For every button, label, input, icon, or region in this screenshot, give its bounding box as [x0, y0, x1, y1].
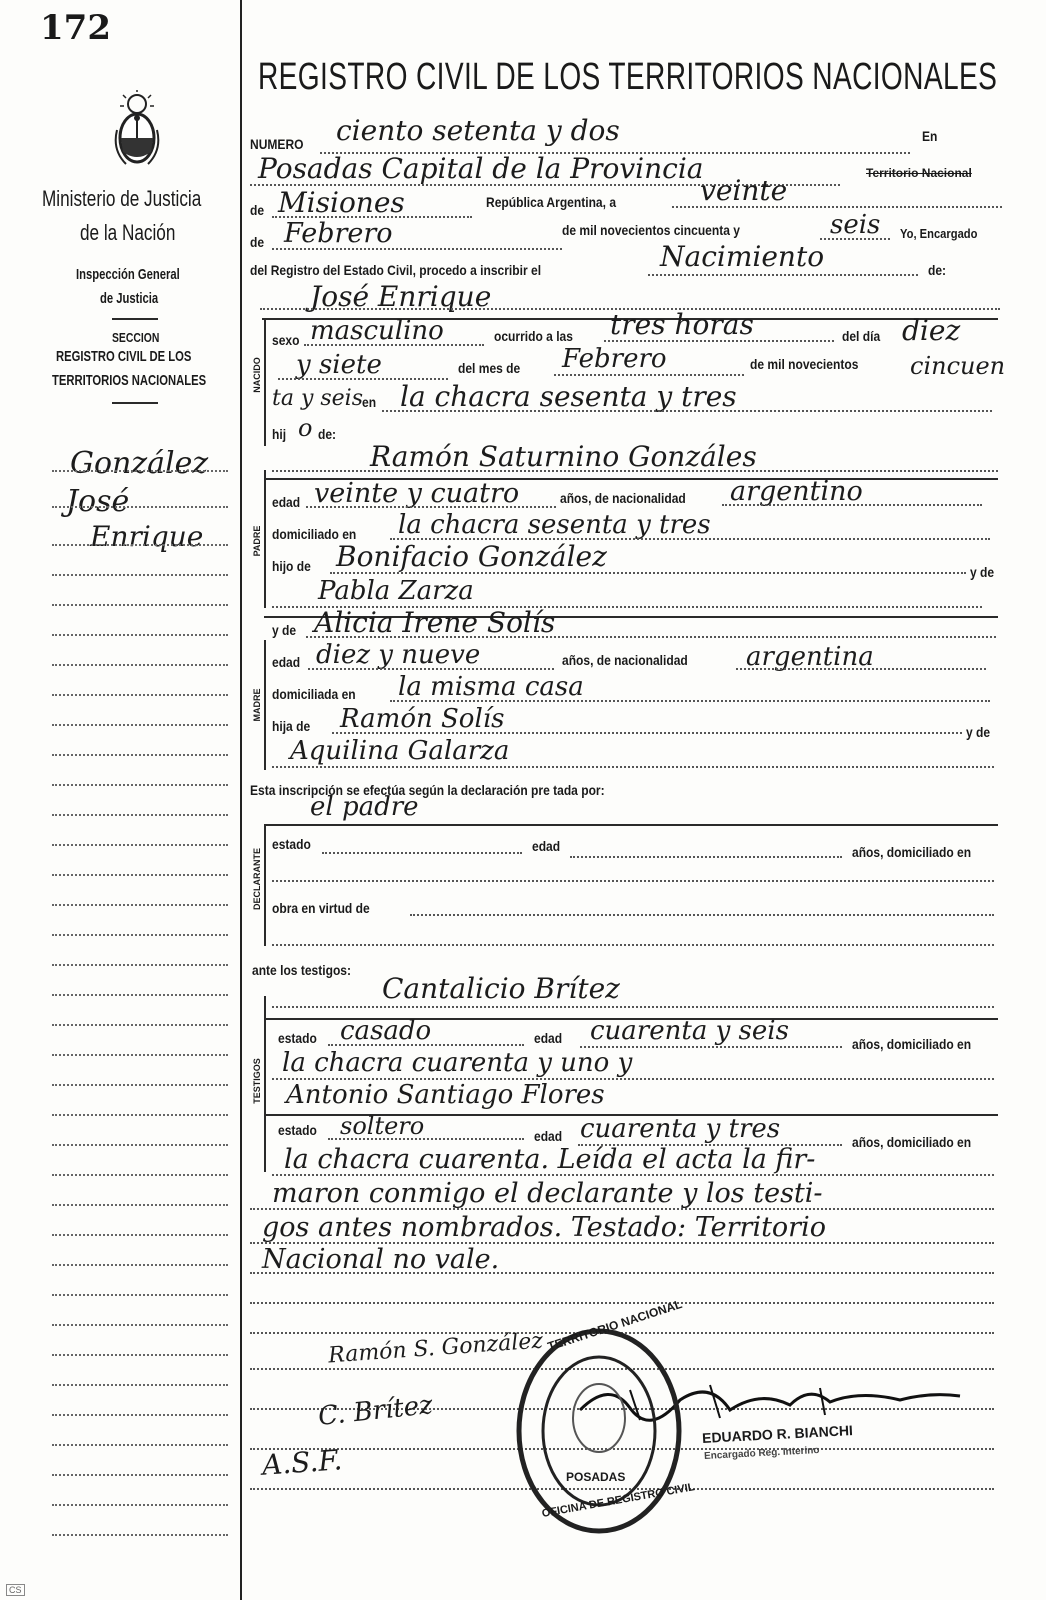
fill-line	[304, 344, 484, 346]
margin-line	[52, 1024, 228, 1026]
fill-line	[410, 914, 994, 916]
anio-value: cincuen	[910, 352, 1006, 380]
nacido-side-label: NACIDO	[252, 357, 262, 393]
hora-value: tres horas	[610, 308, 754, 341]
padre-edad-value: veinte y cuatro	[314, 478, 520, 509]
testigos-side-label: TESTIGOS	[252, 1058, 262, 1104]
fill-line	[272, 880, 994, 882]
fill-line	[722, 504, 982, 506]
en-label: En	[922, 128, 938, 144]
testigo2-name: Antonio Santiago Flores	[286, 1080, 605, 1110]
numero-label: NUMERO	[250, 136, 304, 152]
fill-line	[604, 340, 834, 342]
fill-line	[736, 668, 986, 670]
madre-mother-value: Aquilina Galarza	[290, 736, 510, 766]
section-rule	[264, 824, 998, 826]
sexo-value: masculino	[310, 316, 444, 346]
testigo1-edad-label: edad	[534, 1030, 563, 1046]
padre-dom-label: domiciliado en	[272, 526, 357, 542]
margin-line	[52, 874, 228, 876]
fill-line	[554, 374, 744, 376]
fill-line	[306, 506, 556, 508]
fill-line	[272, 944, 994, 946]
province-value: Misiones	[278, 186, 405, 219]
scanner-mark: CS	[6, 1584, 25, 1596]
divider	[112, 318, 158, 320]
padre-edad-label: edad	[272, 494, 301, 510]
padre-nac-label: años, de nacionalidad	[560, 490, 686, 506]
anio-label: de mil novecientos	[750, 356, 859, 372]
padre-hijo-label: hijo de	[272, 558, 311, 574]
fill-line	[390, 700, 990, 702]
yo-label: Yo, Encargado	[900, 226, 978, 241]
de-label: de	[250, 202, 265, 218]
anio-value-cont: ta y seis	[272, 386, 364, 411]
section-line2: REGISTRO CIVIL DE LOS	[56, 348, 192, 365]
testigo1-dom: la chacra cuarenta y uno y	[282, 1048, 633, 1078]
hij-value: o	[298, 414, 313, 442]
testigo2-estado: soltero	[340, 1112, 425, 1140]
madre-dom-label: domiciliada en	[272, 686, 356, 702]
fill-line	[820, 238, 890, 240]
madre-dom-value: la misma casa	[398, 672, 584, 702]
margin-line	[52, 844, 228, 846]
declarante-intro-value: el padre	[310, 792, 419, 822]
testigo1-estado: casado	[340, 1016, 432, 1046]
testigo2-edad: cuarenta y tres	[580, 1114, 781, 1144]
closing-line-3: Nacional no vale.	[262, 1244, 500, 1275]
declarante-obra-label: obra en virtud de	[272, 900, 370, 916]
margin-line	[52, 1084, 228, 1086]
fill-line	[648, 274, 918, 276]
margin-line	[52, 994, 228, 996]
fill-line	[322, 852, 522, 854]
testigo2-dom: la chacra cuarenta. Leída el acta la fir-	[284, 1144, 816, 1175]
padre-mother-value: Pabla Zarza	[318, 576, 474, 606]
testigo1-anios-label: años, domiciliado en	[852, 1036, 972, 1052]
page-number: 172	[40, 8, 111, 48]
section-bracket	[264, 640, 266, 770]
margin-line	[52, 506, 228, 508]
testigo2-edad-label: edad	[534, 1128, 563, 1144]
numero-value: ciento setenta y dos	[336, 114, 620, 147]
fill-line	[306, 636, 996, 638]
margin-line	[52, 1174, 228, 1176]
margin-line	[52, 470, 228, 472]
margin-line	[52, 544, 228, 546]
stamp-top-text: TERRITORIO NACIONAL	[545, 1296, 684, 1354]
margin-line	[52, 1204, 228, 1206]
declarante-estado-label: estado	[272, 836, 311, 852]
dia-value-cont: y siete	[296, 350, 382, 380]
fill-line	[672, 206, 1002, 208]
declarante-anios-label: años, domiciliado en	[852, 844, 972, 860]
document-title: REGISTRO CIVIL DE LOS TERRITORIOS NACIONALES	[258, 56, 998, 98]
margin-line	[52, 784, 228, 786]
madre-nac-label: años, de nacionalidad	[562, 652, 688, 668]
padre-side-label: PADRE	[252, 525, 262, 557]
section-bracket	[264, 470, 266, 608]
fill-line	[570, 856, 842, 858]
margin-line	[52, 604, 228, 606]
section-bracket	[264, 996, 266, 1172]
madre-edad-value: diez y nueve	[316, 640, 481, 670]
month-value: Febrero	[284, 218, 393, 249]
hij-label: hij	[272, 426, 287, 442]
margin-line	[52, 964, 228, 966]
margin-line	[52, 1144, 228, 1146]
testigo2-estado-label: estado	[278, 1122, 317, 1138]
mother-name: Alicia Irene Solís	[314, 606, 556, 639]
fill-line	[250, 1208, 994, 1210]
place-value: Posadas Capital de la Provincia	[258, 152, 704, 185]
stamp-city-text: POSADAS	[566, 1470, 626, 1484]
year-value: seis	[830, 210, 881, 240]
fill-line	[272, 248, 562, 250]
fill-line	[328, 1138, 524, 1140]
testigo1-name: Cantalicio Brítez	[382, 972, 620, 1005]
de-label3: de:	[928, 262, 947, 278]
fill-line	[328, 1044, 524, 1046]
fill-line	[272, 1006, 994, 1008]
stamp-bottom-text: OFICINA DE REGISTRO CIVIL	[540, 1481, 696, 1520]
margin-divider	[240, 0, 242, 1600]
fill-line	[272, 766, 994, 768]
margin-line	[52, 574, 228, 576]
margin-line	[52, 724, 228, 726]
signature-testigo1: C. Brítez	[316, 1390, 435, 1432]
padre-hijo-value: Bonifacio González	[336, 540, 607, 573]
margin-line	[52, 1474, 228, 1476]
coat-of-arms-icon	[112, 90, 162, 172]
section-bracket	[264, 320, 266, 446]
madre-hija-label: hija de	[272, 718, 311, 734]
margin-line	[52, 1114, 228, 1116]
padre-dom-value: la chacra sesenta y tres	[398, 510, 711, 540]
republica-label: República Argentina, a	[486, 194, 617, 210]
en-label-nacido: en	[362, 394, 377, 410]
mes-value: Febrero	[562, 344, 667, 374]
margin-name-second: Enrique	[90, 520, 204, 553]
margin-line	[52, 934, 228, 936]
registrar-name: EDUARDO R. BIANCHI	[701, 1422, 854, 1446]
fill-line	[272, 470, 998, 472]
declarante-side-label: DECLARANTE	[252, 848, 262, 910]
fill-line	[250, 1302, 994, 1304]
day-value: veinte	[700, 174, 788, 207]
ministry-line2: de la Nación	[80, 220, 176, 245]
registrar-title: Encargado Reg. Interino	[703, 1444, 820, 1463]
margin-name-surname: González	[70, 446, 209, 481]
margin-line	[52, 1414, 228, 1416]
madre-y-de-label2: y de	[966, 724, 991, 740]
testigo1-edad: cuarenta y seis	[590, 1016, 789, 1046]
madre-hija-value: Ramón Solís	[340, 704, 505, 734]
madre-y-de-label: y de	[272, 622, 297, 638]
father-name: Ramón Saturnino Gonzáles	[370, 440, 757, 473]
section-line1: SECCION	[112, 330, 160, 345]
birth-place: la chacra sesenta y tres	[400, 380, 737, 413]
declarante-intro-label: Esta inscripción se efectúa según la declaración pre tada por:	[250, 782, 605, 798]
margin-line	[52, 1294, 228, 1296]
madre-nac-value: argentina	[746, 642, 874, 672]
testigos-ante-label: ante los testigos:	[252, 962, 352, 978]
registro-label: del Registro del Estado Civil, procedo a inscribir el	[250, 262, 542, 278]
margin-line	[52, 1504, 228, 1506]
margin-line	[52, 1264, 228, 1266]
act-value: Nacimiento	[660, 240, 825, 273]
margin-line	[52, 694, 228, 696]
fill-line	[272, 1174, 994, 1176]
fill-line	[250, 1272, 994, 1274]
margin-line	[52, 1234, 228, 1236]
margin-line	[52, 634, 228, 636]
inspection-line1: Inspección General	[76, 266, 180, 283]
de-label2: de	[250, 234, 265, 250]
child-name: José Enrique	[310, 280, 492, 313]
closing-line-2: gos antes nombrados. Testado: Territorio	[262, 1212, 826, 1243]
mes-label: del mes de	[458, 360, 521, 376]
fill-line	[332, 732, 962, 734]
divider	[112, 402, 158, 404]
signature-testigo2: A.S.F.	[260, 1443, 344, 1482]
margin-line	[52, 1384, 228, 1386]
year-label: de mil novecientos cincuenta y	[562, 222, 740, 238]
signature-declarante: Ramón S. González	[327, 1328, 544, 1369]
margin-line	[52, 1324, 228, 1326]
padre-nac-value: argentino	[730, 476, 863, 507]
fill-line	[382, 410, 992, 412]
margin-line	[52, 814, 228, 816]
padre-y-de-label: y de	[970, 564, 995, 580]
declarante-edad-label: edad	[532, 838, 561, 854]
ocurrido-label: ocurrido a las	[494, 328, 573, 344]
testigo2-anios-label: años, domiciliado en	[852, 1134, 972, 1150]
margin-line	[52, 904, 228, 906]
madre-edad-label: edad	[272, 654, 301, 670]
ministry-line1: Ministerio de Justicia	[42, 186, 202, 211]
margin-line	[52, 1354, 228, 1356]
sexo-label: sexo	[272, 332, 300, 348]
margin-line	[52, 754, 228, 756]
dia-value: diez	[902, 314, 961, 347]
inspection-line2: de Justicia	[100, 290, 159, 307]
madre-side-label: MADRE	[252, 688, 262, 722]
closing-line-1: maron conmigo el declarante y los testi-	[272, 1178, 823, 1209]
fill-line	[330, 572, 966, 574]
margin-line	[52, 664, 228, 666]
margin-line	[52, 1534, 228, 1536]
section-bracket	[264, 826, 266, 946]
fill-line	[308, 668, 554, 670]
section-line3: TERRITORIOS NACIONALES	[52, 372, 207, 389]
testigo1-estado-label: estado	[278, 1030, 317, 1046]
territorio-struck: Territorio Nacional	[866, 166, 972, 180]
margin-line	[52, 1054, 228, 1056]
dia-label: del día	[842, 328, 881, 344]
hij-de-label: de:	[318, 426, 337, 442]
margin-name-first: José	[66, 484, 130, 519]
margin-line	[52, 1444, 228, 1446]
